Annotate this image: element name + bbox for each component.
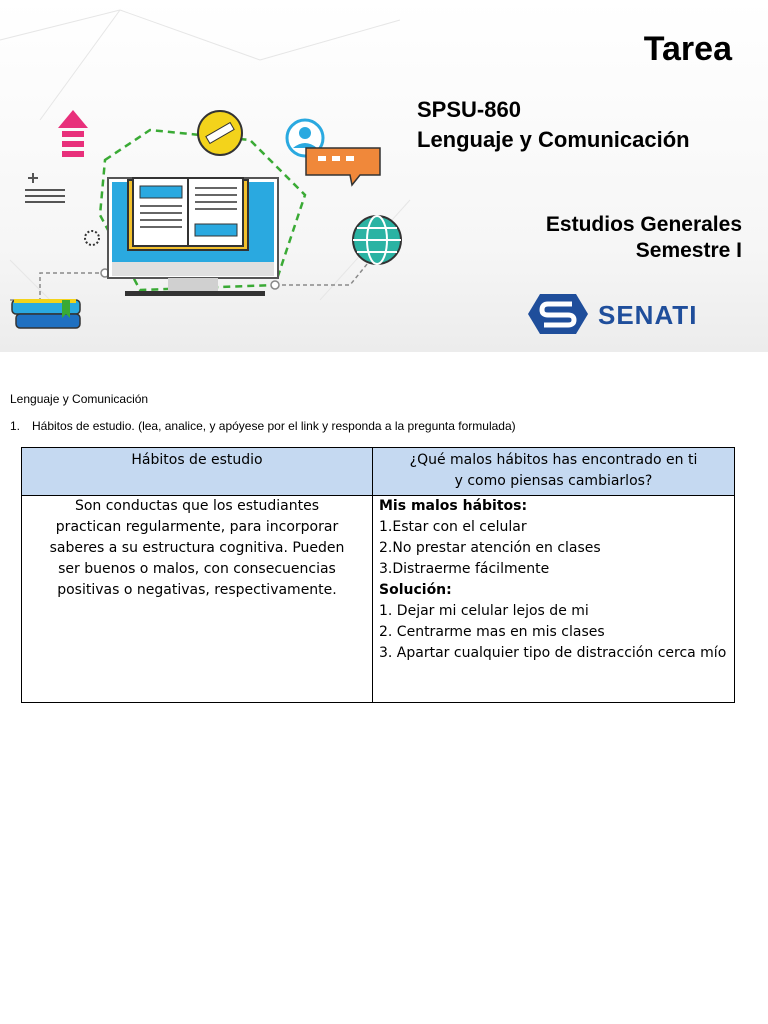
- bad-habit-item: 2.No prestar atención en clases: [379, 540, 601, 556]
- habits-column-header: Hábitos de estudio: [22, 448, 373, 496]
- question-header-line-2: y como piensas cambiarlos?: [454, 473, 653, 489]
- question-text: Hábitos de estudio. (lea, analice, y apóyese por el link y responda a la pregunta formulada): [32, 419, 516, 433]
- globe-icon: [353, 216, 401, 264]
- habits-table: [21, 447, 735, 703]
- book-icon: [128, 178, 248, 250]
- habits-definition: Son conductas que los estudiantes practican regularmente, para incorporar saberes a su estructura cognitiva. Pueden ser buenos o malos, con consecuencias positivas o negativas, respectivamente.: [22, 496, 373, 703]
- text-lines-icon: [25, 173, 65, 202]
- upload-arrow-icon: [58, 110, 88, 157]
- solution-item: 1. Dejar mi celular lejos de mi: [379, 603, 589, 619]
- bad-habit-item: 1.Estar con el celular: [379, 519, 527, 535]
- brand-name: SENATI: [598, 300, 698, 330]
- answers-cell: [373, 496, 735, 703]
- studies-label: Estudios Generales: [545, 213, 742, 236]
- question-line: [10, 419, 516, 433]
- table-row: [22, 496, 735, 703]
- page-title: Tarea: [643, 30, 732, 68]
- course-name: Lenguaje y Comunicación: [417, 127, 690, 152]
- header-banner: [0, 0, 768, 352]
- books-stack-icon: [12, 299, 80, 328]
- question-header-line-1: ¿Qué malos hábitos has encontrado en ti: [409, 452, 698, 468]
- solution-item: 2. Centrarme mas en mis clases: [379, 624, 605, 640]
- user-chat-icon: [287, 120, 380, 185]
- pencil-badge-icon: [198, 111, 242, 155]
- semester-label: Semestre I: [635, 239, 742, 262]
- solution-title: Solución:: [379, 582, 452, 598]
- question-number: 1.: [10, 419, 21, 433]
- study-illustration: [0, 0, 420, 352]
- course-code: SPSU-860: [417, 97, 521, 122]
- bad-habits-title: Mis malos hábitos:: [379, 498, 528, 514]
- bad-habit-item: 3.Distraerme fácilmente: [379, 561, 550, 577]
- subject-heading: Lenguaje y Comunicación: [10, 392, 149, 406]
- question-column-header: [373, 448, 735, 496]
- table-header-row: [22, 448, 735, 496]
- solution-item: 3. Apartar cualquier tipo de distracción cerca mío: [379, 645, 727, 661]
- dotted-circle-icon: [85, 231, 99, 245]
- studies-info: [546, 212, 742, 264]
